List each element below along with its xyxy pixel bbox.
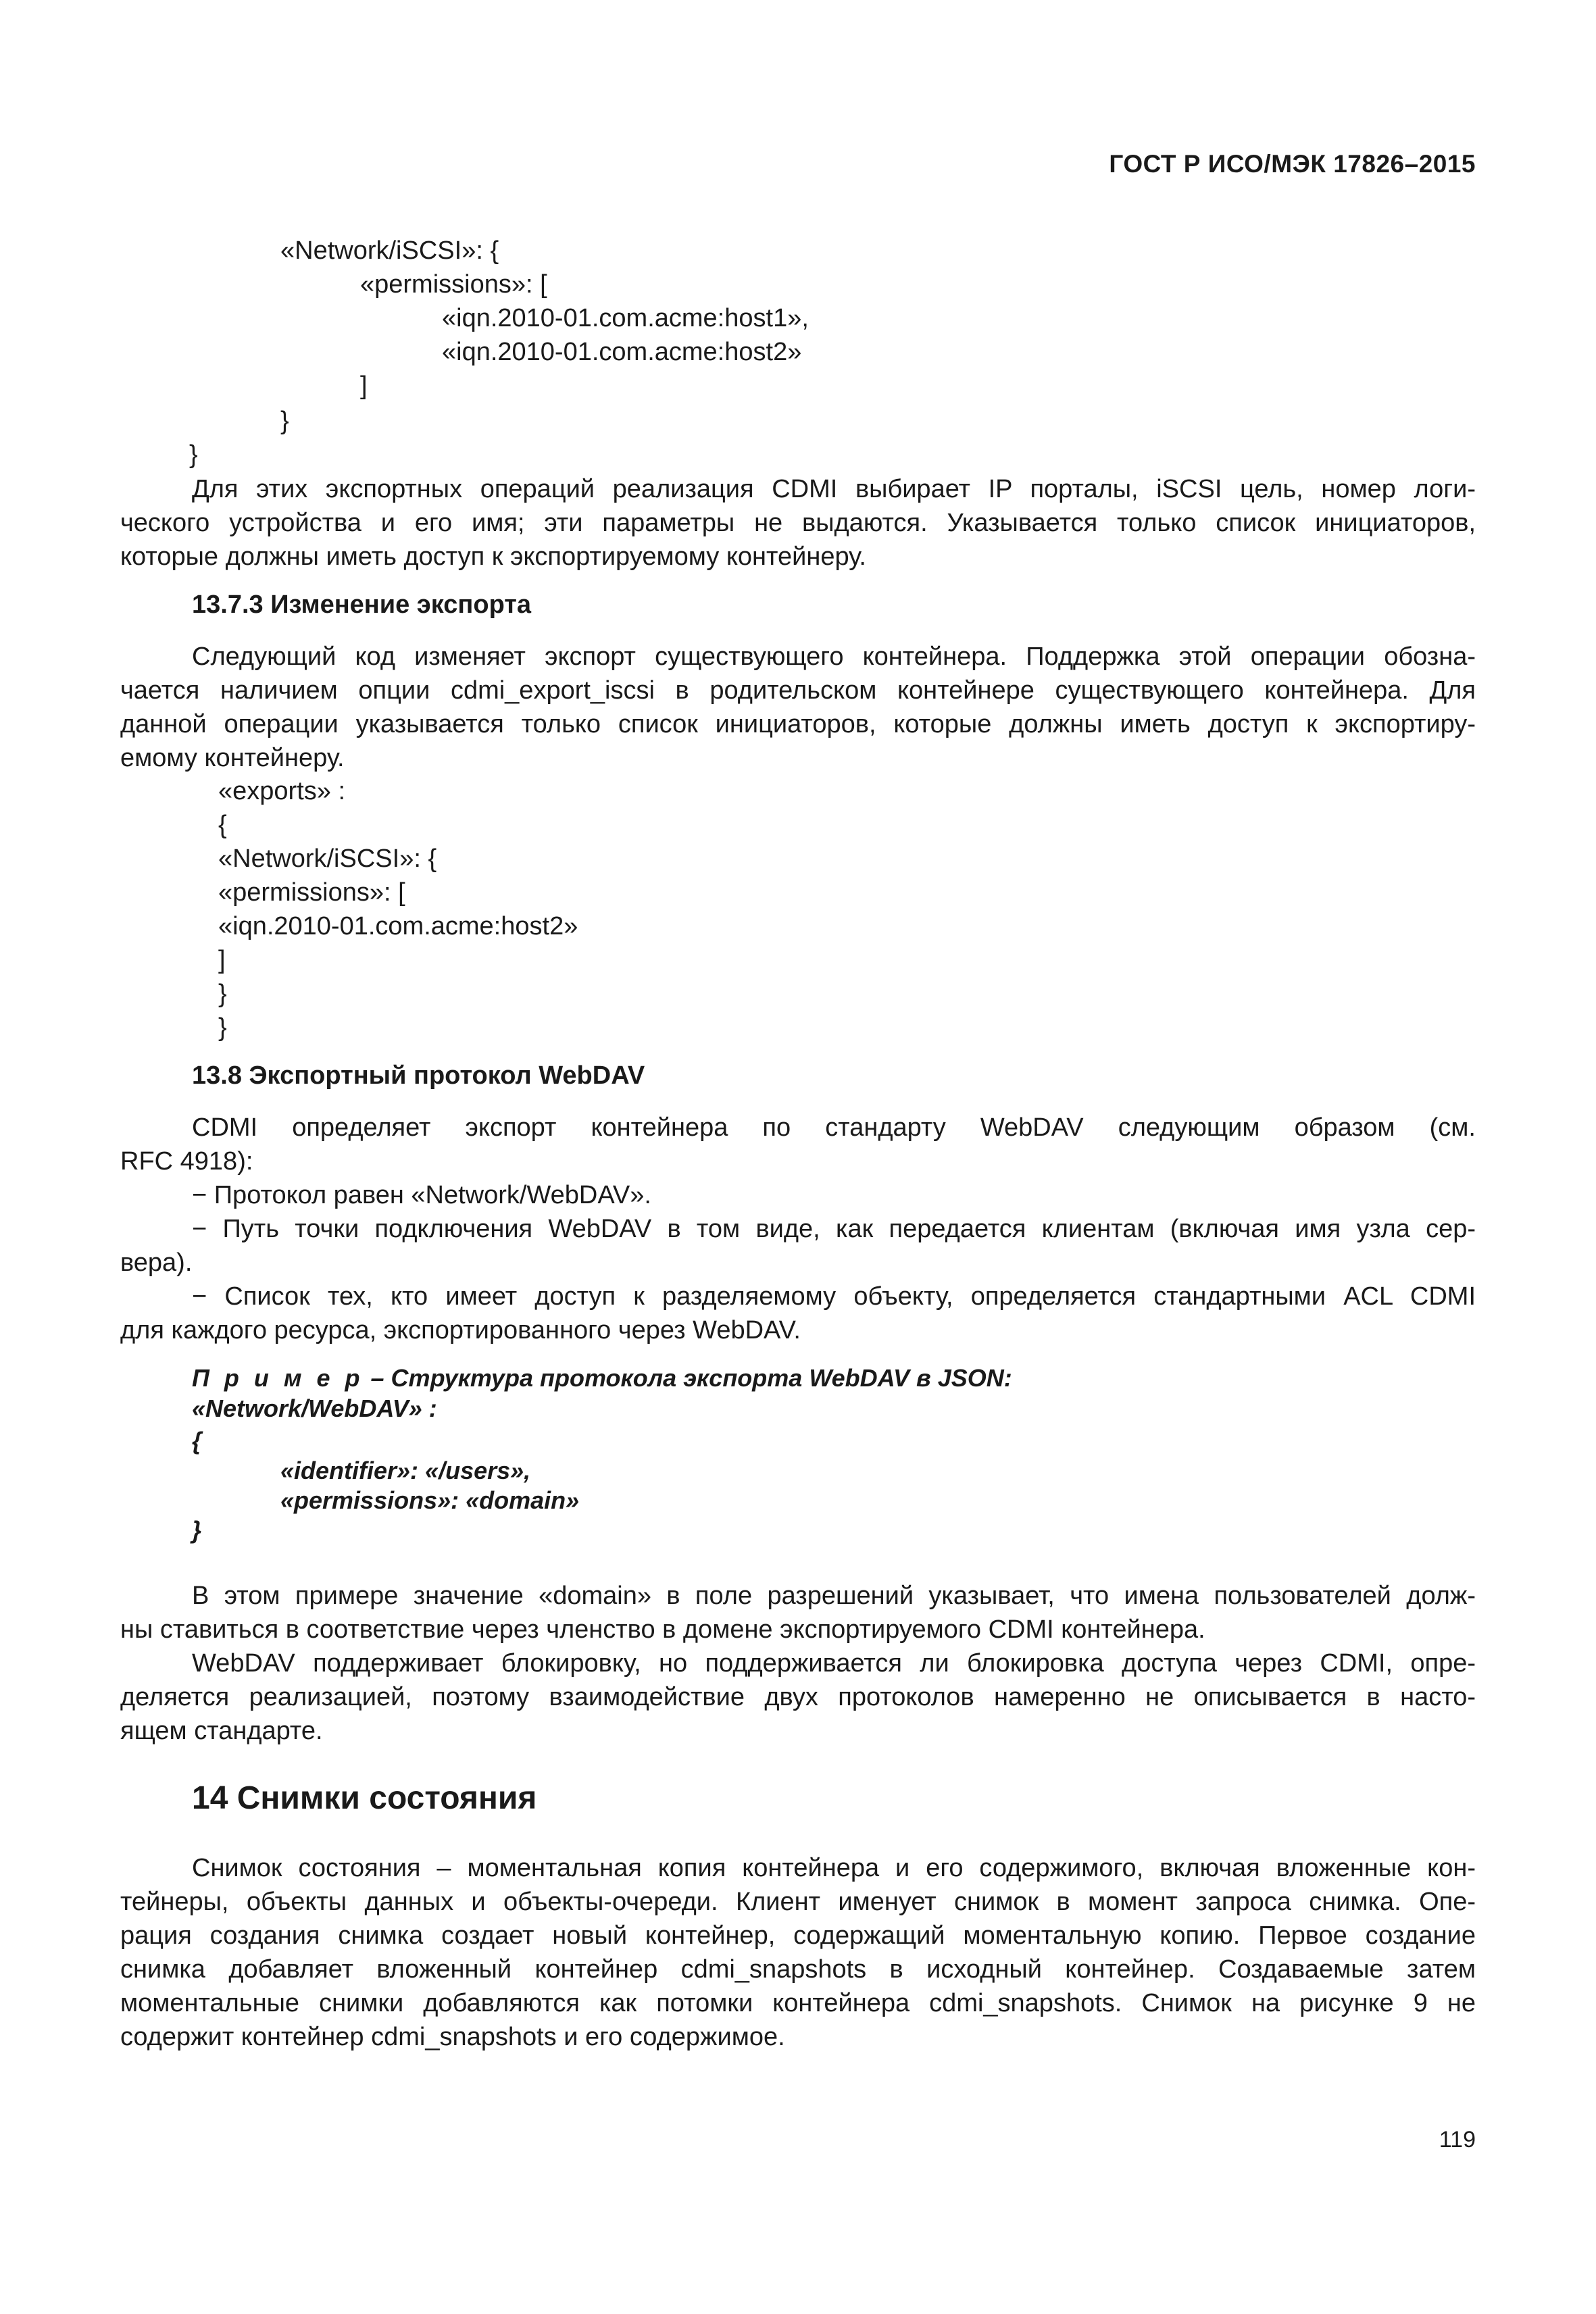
paragraph-line: данной операции указывается только список инициаторов, которые должны иметь доступ к экспортиру- [120, 710, 1476, 738]
paragraph-line: которые должны иметь доступ к экспортируемому контейнеру. [120, 543, 866, 571]
code-line: { [218, 811, 227, 839]
code-line: «permissions»: [ [218, 878, 405, 907]
paragraph-line: ческого устройства и его имя; эти параметры не выдаются. Указывается только список инициаторов, [120, 509, 1476, 537]
paragraph-line: Для этих экспортных операций реализация CDMI выбирает IP порталы, iSCSI цель, номер логи- [192, 475, 1476, 503]
list-item: − Список тех, кто имеет доступ к разделяемому объекту, определяется стандартными ACL CDMI [192, 1282, 1476, 1311]
paragraph-line: В этом примере значение «domain» в поле разрешений указывает, что имена пользователей долж- [192, 1582, 1476, 1610]
paragraph-line: для каждого ресурса, экспортированного через WebDAV. [120, 1316, 801, 1344]
paragraph-line: ящем стандарте. [120, 1717, 323, 1745]
example-code-line: } [192, 1516, 202, 1544]
code-line: } [218, 980, 227, 1008]
code-line: «iqn.2010-01.com.acme:host2» [218, 912, 578, 940]
paragraph-line: емому контейнеру. [120, 744, 345, 772]
example-label: П р и м е р [192, 1364, 364, 1392]
paragraph-line: рация создания снимка создает новый контейнер, содержащий моментальную копию. Первое создание [120, 1921, 1476, 1950]
paragraph-line: снимка добавляет вложенный контейнер cdmi_snapshots в исходный контейнер. Создаваемые затем [120, 1955, 1476, 1984]
paragraph-line: чается наличием опции cdmi_export_iscsi в родительском контейнере существующего контейнера. Для [120, 676, 1476, 705]
code-line: «iqn.2010-01.com.acme:host1», [442, 304, 809, 332]
code-line: } [280, 407, 289, 435]
example-code-line: «permissions»: «domain» [280, 1486, 580, 1514]
example-caption-text: – Структура протокола экспорта WebDAV в JSON: [364, 1364, 1012, 1392]
paragraph-line: WebDAV поддерживает блокировку, но поддерживается ли блокировка доступа через CDMI, опре- [192, 1649, 1476, 1678]
paragraph-line: тейнеры, объекты данных и объекты-очереди. Клиент именует снимок в момент запроса снимка. Опе- [120, 1888, 1476, 1916]
section-heading: 13.8 Экспортный протокол WebDAV [192, 1061, 645, 1090]
list-item: − Путь точки подключения WebDAV в том виде, как передается клиентам (включая имя узла сер- [192, 1215, 1476, 1243]
section-heading: 13.7.3 Изменение экспорта [192, 590, 532, 619]
list-item: − Протокол равен «Network/WebDAV». [192, 1181, 651, 1209]
example-code-line: { [192, 1427, 202, 1455]
example-code-line: «identifier»: «/users», [280, 1457, 531, 1484]
page-number: 119 [1439, 2127, 1476, 2153]
chapter-heading: 14 Снимки состояния [192, 1780, 537, 1816]
paragraph-line: моментальные снимки добавляются как потомки контейнера cdmi_snapshots. Снимок на рисунке 9 не [120, 1989, 1476, 2017]
example-caption [192, 1361, 1012, 1395]
paragraph-line: CDMI определяет экспорт контейнера по стандарту WebDAV следующим образом (см. [192, 1113, 1476, 1142]
paragraph-line: Снимок состояния – моментальная копия контейнера и его содержимого, включая вложенные кон- [192, 1854, 1476, 1882]
paragraph-line: деляется реализацией, поэтому взаимодействие двух протоколов намеренно не описывается в насто- [120, 1683, 1476, 1711]
code-line: «permissions»: [ [360, 270, 547, 299]
paragraph-line: Следующий код изменяет экспорт существующего контейнера. Поддержка этой операции обозна- [192, 643, 1476, 671]
code-line: ] [360, 372, 368, 400]
code-line: «exports» : [218, 777, 345, 805]
code-line: «Network/iSCSI»: { [280, 236, 499, 265]
paragraph-line: ны ставиться в соответствие через членство в домене экспортируемого CDMI контейнера. [120, 1615, 1205, 1644]
code-line: } [189, 441, 198, 469]
code-line: «iqn.2010-01.com.acme:host2» [442, 338, 802, 366]
code-line: ] [218, 946, 226, 974]
paragraph-line: содержит контейнер cdmi_snapshots и его содержимое. [120, 2023, 785, 2051]
paragraph-line: вера). [120, 1249, 193, 1277]
document-header: ГОСТ Р ИСО/МЭК 17826–2015 [1109, 150, 1476, 178]
code-line: «Network/iSCSI»: { [218, 845, 437, 873]
paragraph-line: RFC 4918): [120, 1147, 253, 1176]
code-line: } [218, 1013, 227, 1042]
example-code-line: «Network/WebDAV» : [192, 1394, 437, 1422]
